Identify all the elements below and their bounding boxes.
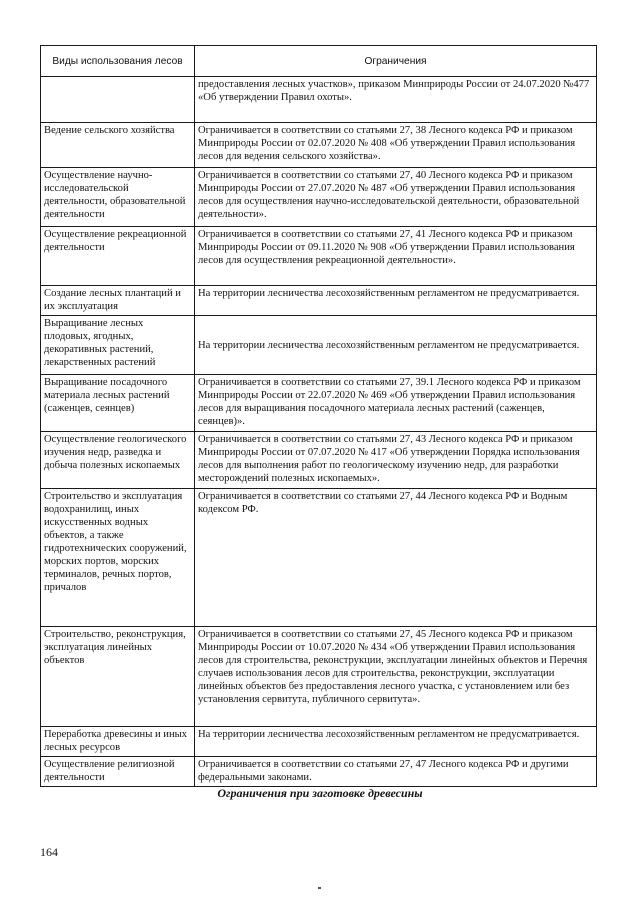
row-restriction-cell: Ограничивается в соответствии со статьями 27, 39.1 Лесного кодекса РФ и приказом Минприроды России от 22.07.2020 № 469 «Об утверждении Правил использования лесов для выращивания посадочного материала лесных растений (саженцев, сеянцев)». — [195, 375, 597, 432]
section-heading: Ограничения при заготовке древесины — [217, 786, 423, 800]
row-restriction-cell: На территории лесничества лесохозяйственным регламентом не предусматривается. — [195, 286, 597, 316]
row-use-cell: Ведение сельского хозяйства — [41, 123, 195, 168]
header-forest-use-types: Виды использования лесов — [41, 46, 195, 77]
row-restriction-cell: Ограничивается в соответствии со статьями 27, 41 Лесного кодекса РФ и приказом Минприроды России от 09.11.2020 № 908 «Об утверждении Правил использования лесов для осуществления рекреационной деятельности». — [195, 227, 597, 286]
scan-artifact — [318, 887, 321, 889]
row-use-cell: Осуществление религиозной деятельности — [41, 757, 195, 787]
table-row — [41, 375, 597, 432]
table-row — [41, 757, 597, 787]
page-number: 164 — [40, 845, 58, 859]
row-use-cell: Строительство и эксплуатация водохранилищ, иных искусственных водных объектов, а также гидротехнических сооружений, морских портов, морских терминалов, речных портов, причалов — [41, 489, 195, 627]
table-row — [41, 627, 597, 727]
table-row — [41, 432, 597, 489]
row-restriction-cell: предоставления лесных участков», приказом Минприроды России от 24.07.2020 №477 «Об утверждении Правил охоты». — [195, 77, 597, 123]
row-restriction-cell: Ограничивается в соответствии со статьями 27, 38 Лесного кодекса РФ и приказом Минприроды России от 02.07.2020 № 408 «Об утверждении Правил использования лесов для ведения сельского хозяйства». — [195, 123, 597, 168]
table-row — [41, 77, 597, 123]
row-restriction-cell: Ограничивается в соответствии со статьями 27, 43 Лесного кодекса РФ и приказом Минприроды России от 07.07.2020 № 417 «Об утверждении Порядка использования лесов для выполнения работ по геологическому изучению недр, для разработки месторождений полезных ископаемых». — [195, 432, 597, 489]
row-use-cell — [41, 77, 195, 123]
table-row — [41, 286, 597, 316]
row-restriction-cell: Ограничивается в соответствии со статьями 27, 40 Лесного кодекса РФ и приказом Минприроды России от 27.07.2020 № 487 «Об утверждении Правил использования лесов для осуществления научно-исследовательской деятельности, образовательной деятельности». — [195, 168, 597, 227]
table-row — [41, 227, 597, 286]
row-restriction-cell: Ограничивается в соответствии со статьями 27, 47 Лесного кодекса РФ и другими федеральными законами. — [195, 757, 597, 787]
row-use-cell: Осуществление научно-исследовательской деятельности, образовательной деятельности — [41, 168, 195, 227]
header-restrictions: Ограничения — [195, 46, 597, 77]
table-row — [41, 316, 597, 375]
row-restriction-cell: Ограничивается в соответствии со статьями 27, 44 Лесного кодекса РФ и Водным кодексом РФ. — [195, 489, 597, 627]
row-use-cell: Осуществление рекреационной деятельности — [41, 227, 195, 286]
row-use-cell: Выращивание посадочного материала лесных растений (саженцев, сеянцев) — [41, 375, 195, 432]
forest-use-restrictions-table — [40, 45, 597, 787]
row-use-cell: Выращивание лесных плодовых, ягодных, декоративных растений, лекарственных растений — [41, 316, 195, 375]
row-restriction-cell: Ограничивается в соответствии со статьями 27, 45 Лесного кодекса РФ и приказом Минприроды России от 10.07.2020 № 434 «Об утверждении Правил использования лесов для строительства, реконструкции, эксплуатации линейных объектов и Перечня случаев использования лесов для строительства, реконструкции, эксплуатации линейных объектов без предоставления лесного участка, с установлением или без установления сервитута, публичного сервитута». — [195, 627, 597, 727]
table-header-row — [41, 46, 597, 77]
row-use-cell: Переработка древесины и иных лесных ресурсов — [41, 727, 195, 757]
row-restriction-cell: На территории лесничества лесохозяйственным регламентом не предусматривается. — [195, 727, 597, 757]
row-use-cell: Создание лесных плантаций и их эксплуатация — [41, 286, 195, 316]
row-restriction-cell: На территории лесничества лесохозяйственным регламентом не предусматривается. — [195, 316, 597, 375]
table-row — [41, 489, 597, 627]
table-row — [41, 168, 597, 227]
table-row — [41, 727, 597, 757]
row-use-cell: Осуществление геологического изучения недр, разведка и добыча полезных ископаемых — [41, 432, 195, 489]
table-row — [41, 123, 597, 168]
row-use-cell: Строительство, реконструкция, эксплуатация линейных объектов — [41, 627, 195, 727]
